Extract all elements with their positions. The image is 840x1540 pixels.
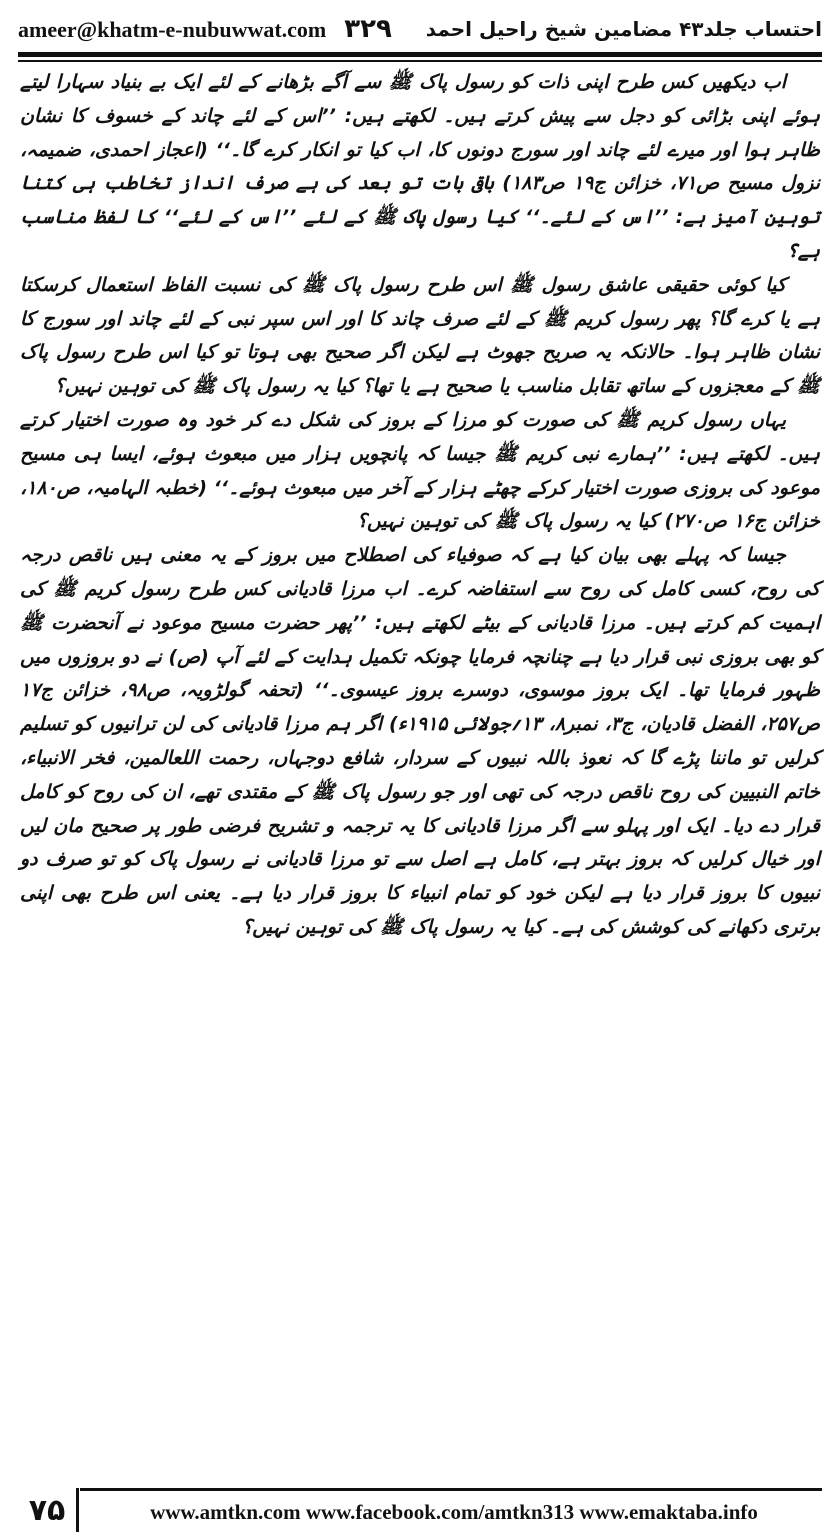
- article-body: [20, 66, 820, 945]
- footer-links: www.amtkn.com www.facebook.com/amtkn313 www.emaktaba.info: [150, 1500, 758, 1524]
- header-title: احتساب جلد۴۳ مضامین شیخ راحیل احمد: [425, 17, 822, 41]
- footer-rule: [80, 1488, 822, 1491]
- page-header: [18, 10, 822, 48]
- header-rule-thin: [18, 60, 822, 62]
- header-rule-thick: [18, 52, 822, 57]
- paragraph-1: اب دیکھیں کس طرح اپنی ذات کو رسول پاک ﷺ سے آگے بڑھانے کے لئے ایک بے بنیاد سہارا لیتے ہوئے اپنی بڑائی کو دجل سے پیش کرتے ہیں۔ لکھتے ہیں: ’’اس کے لئے چاند کے خسوف کا نشان ظاہر ہوا اور میرے لئے چاند اور سورج دونوں کا، اب کیا تو انکار کرے گا۔‘‘ (اعجاز احمدی، ضمیمہ، نزول مسیح ص۷۱، خزائن ج۱۹ ص۱۸۳) باقی بات تو بعد کی ہے صرف انداز تخاطب ہی کتنا توہین آمیز ہے: ’’اس کے لئے۔‘‘ کیا رسول پاک ﷺ کے لئے ’’اس کے لئے‘‘ کا لفظ مناسب ہے؟: [20, 71, 820, 262]
- footer-page-number: ۷۵: [18, 1488, 79, 1532]
- page-footer: [18, 1488, 822, 1532]
- header-left: [18, 14, 392, 44]
- paragraph-2: کیا کوئی حقیقی عاشق رسول ﷺ اس طرح رسول پاک ﷺ کی نسبت الفاظ استعمال کرسکتا ہے یا کرے گا؟ پھر رسول کریم ﷺ کے لئے صرف چاند کا اور اس سپر نبی کے لئے چاند اور سورج کا نشان ظاہر ہوا۔ حالانکہ یہ صریح جھوٹ ہے لیکن اگر صحیح بھی ہوتا تو کیا اس طرح رسول پاک ﷺ کے معجزوں کے ساتھ تقابل مناسب یا صحیح ہے یا تھا؟ کیا یہ رسول پاک ﷺ کی توہین نہیں؟: [20, 273, 820, 398]
- paragraph-4: جیسا کہ پہلے بھی بیان کیا ہے کہ صوفیاء کی اصطلاح میں بروز کے یہ معنی ہیں ناقص درجہ کی روح، کسی کامل کی روح سے استفاضہ کرے۔ اب مرزا قادیانی کس طرح رسول کریم ﷺ کی اہمیت کم کرتے ہیں۔ مرزا قادیانی کے بیٹے لکھتے ہیں: ’’پھر حضرت مسیح موعود نے آنحضرت ﷺ کو بھی بروزی نبی قرار دیا ہے چنانچہ فرمایا چونکہ تکمیل ہدایت کے لئے آپ (ص) نے دو بروزوں میں ظہور فرمایا تھا۔ ایک بروز موسوی، دوسرے بروز عیسوی۔‘‘ (تحفہ گولڑویہ، ص۹۸، خزائن ج۱۷ ص۲۵۷، الفضل قادیان، ج۳، نمبر۸، ۱۳؍جولائی ۱۹۱۵ء) اگر ہم مرزا قادیانی کی لن ترانیوں کو تسلیم کرلیں تو ماننا پڑے گا کہ نعوذ باللہ نبیوں کے سردار، شافع دوجہاں، رحمت اللعالمین، فخر الانبیاء، خاتم النبیین کی روح ناقص درجہ کی تھی اور جو رسول پاک ﷺ کے مقتدی تھے، ان کی روح کو کامل قرار دے دیا۔ ایک اور پہلو سے اگر مرزا قادیانی کا یہ ترجمہ و تشریح فرضی طور پر صحیح مان لیں اور خیال کرلیں کہ بروز بہتر ہے، کامل ہے اصل سے تو مرزا قادیانی نے رسول پاک کو تو صرف دو نبیوں کا بروز قرار دیا ہے لیکن خود کو تمام انبیاء کا بروز قرار دیا ہے۔ یعنی اس طرح بھی اپنی برتری دکھانے کی کوشش کی ہے۔ کیا یہ رسول پاک ﷺ کی توہین نہیں؟: [20, 544, 820, 938]
- header-email: ameer@khatm-e-nubuwwat.com: [18, 17, 327, 42]
- header-page-number: ۳۲۹: [344, 14, 392, 44]
- paragraph-3: یہاں رسول کریم ﷺ کی صورت کو مرزا کے بروز کی شکل دے کر خود وہ صورت اختیار کرتے ہیں۔ لکھتے ہیں: ’’ہمارے نبی کریم ﷺ جیسا کہ پانچویں ہزار میں مبعوث ہوئے، ایسا ہی مسیح موعود کی بروزی صورت اختیار کرکے چھٹے ہزار کے آخر میں مبعوث ہوئے۔‘‘ (خطبہ الہامیہ، ص۱۸۰، خزائن ج۱۶ ص۲۷۰) کیا یہ رسول پاک ﷺ کی توہین نہیں؟: [20, 408, 820, 533]
